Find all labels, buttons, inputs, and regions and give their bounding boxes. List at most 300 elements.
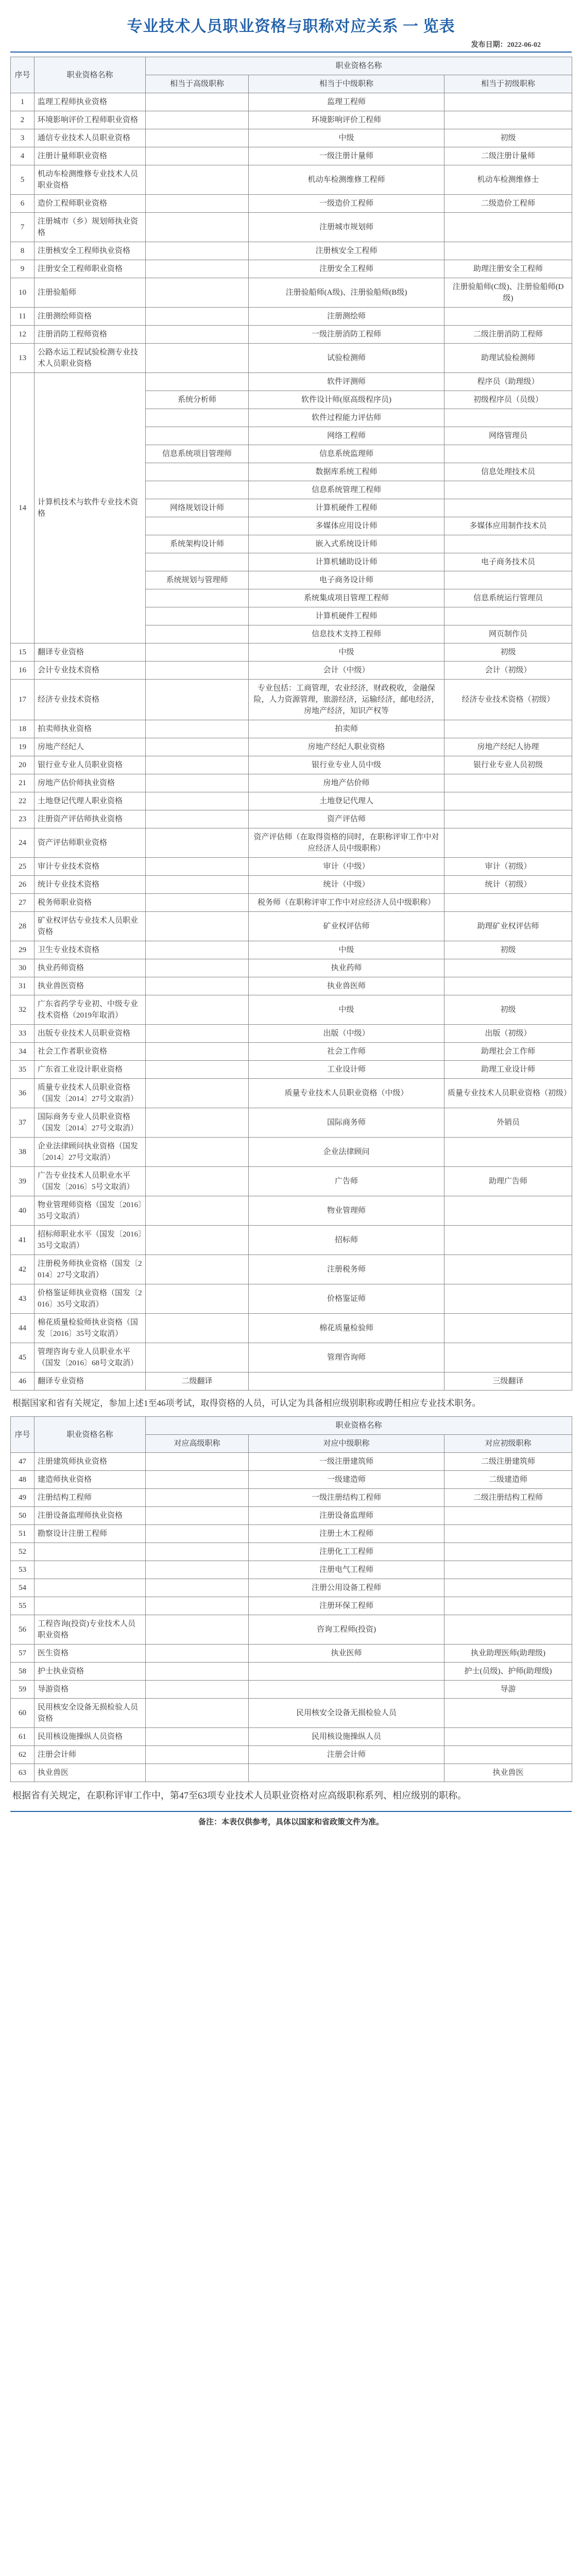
row-no: 37 — [11, 1108, 35, 1138]
mid-title: 银行业专业人员中级 — [249, 756, 444, 774]
row-no: 14 — [11, 373, 35, 643]
qualification-name: 民用核设施操纵人员资格 — [35, 1728, 146, 1746]
qualification-name: 注册设备监理师执业资格 — [35, 1507, 146, 1525]
qualification-name — [35, 1597, 146, 1615]
senior-title — [146, 792, 249, 810]
row-no: 56 — [11, 1615, 35, 1645]
mid-title: 招标师 — [249, 1226, 444, 1255]
row-no: 38 — [11, 1138, 35, 1167]
senior-title — [146, 463, 249, 481]
table-row — [11, 1597, 572, 1615]
senior-title — [146, 195, 249, 213]
senior-title: 网络规划设计师 — [146, 499, 249, 517]
table-row — [11, 373, 572, 391]
mid-title: 计算机辅助设计师 — [249, 553, 444, 571]
mid-title: 一级造价工程师 — [249, 195, 444, 213]
qualification-name: 卫生专业技术资格 — [35, 941, 146, 959]
mid-title: 注册环保工程师 — [249, 1597, 444, 1615]
row-no: 10 — [11, 278, 35, 308]
senior-title — [146, 756, 249, 774]
junior-title: 出版（初级） — [444, 1025, 572, 1043]
mid-title: 中级 — [249, 129, 444, 147]
senior-title — [146, 1453, 249, 1471]
qualification-name: 拍卖师执业资格 — [35, 720, 146, 738]
qualification-name: 通信专业技术人员职业资格 — [35, 129, 146, 147]
junior-title — [444, 213, 572, 242]
mid-title: 管理咨询师 — [249, 1343, 444, 1372]
table-row — [11, 720, 572, 738]
table-row — [11, 1489, 572, 1507]
junior-title: 信息处理技术员 — [444, 463, 572, 481]
senior-title — [146, 1471, 249, 1489]
senior-title — [146, 427, 249, 445]
row-no: 57 — [11, 1645, 35, 1663]
qualification-name: 注册安全工程师职业资格 — [35, 260, 146, 278]
senior-title — [146, 662, 249, 680]
junior-title — [444, 828, 572, 858]
row-no: 61 — [11, 1728, 35, 1746]
junior-title — [444, 1728, 572, 1746]
senior-title — [146, 1226, 249, 1255]
table-row — [11, 1525, 572, 1543]
junior-title — [444, 308, 572, 326]
qualification-name: 质量专业技术人员职业资格（国发〔2014〕27号文取消） — [35, 1079, 146, 1108]
qualification-name: 造价工程师职业资格 — [35, 195, 146, 213]
mid-title: 资产评估师 — [249, 810, 444, 828]
mid-title: 一级注册结构工程师 — [249, 1489, 444, 1507]
senior-title — [146, 1061, 249, 1079]
junior-title — [444, 571, 572, 589]
mid-title: 社会工作师 — [249, 1043, 444, 1061]
qualification-name: 公路水运工程试验检测专业技术人员职业资格 — [35, 344, 146, 373]
mid-title: 数据库系统工程师 — [249, 463, 444, 481]
mid-title: 会计（中级） — [249, 662, 444, 680]
mid-title: 注册税务师 — [249, 1255, 444, 1284]
mid-title: 企业法律顾问 — [249, 1138, 444, 1167]
row-no: 12 — [11, 326, 35, 344]
junior-title: 初级 — [444, 643, 572, 662]
header2-name: 职业资格名称 — [35, 1417, 146, 1453]
junior-title: 二级注册结构工程师 — [444, 1489, 572, 1507]
header-no: 序号 — [11, 57, 35, 93]
junior-title — [444, 499, 572, 517]
mid-title: 一级注册消防工程师 — [249, 326, 444, 344]
qualification-name: 招标师职业水平（国发〔2016〕35号文取消） — [35, 1226, 146, 1255]
mid-title: 一级注册计量师 — [249, 147, 444, 165]
note-1: 根据国家和省有关规定，参加上述1至46项考试，取得资格的人员，可认定为具备相应级别职称或聘任相应专业技术职务。 — [12, 1398, 481, 1408]
table-row — [11, 1314, 572, 1343]
junior-title — [444, 93, 572, 111]
row-no: 24 — [11, 828, 35, 858]
senior-title — [146, 720, 249, 738]
mid-title: 工业设计师 — [249, 1061, 444, 1079]
junior-title — [444, 1579, 572, 1597]
table-row — [11, 1284, 572, 1314]
senior-title — [146, 1699, 249, 1728]
junior-title — [444, 445, 572, 463]
table2-body — [11, 1453, 572, 1782]
junior-title: 质量专业技术人员职业资格（初级） — [444, 1079, 572, 1108]
row-no: 50 — [11, 1507, 35, 1525]
senior-title — [146, 858, 249, 876]
qualification-name: 监理工程师执业资格 — [35, 93, 146, 111]
qualification-name: 社会工作者职业资格 — [35, 1043, 146, 1061]
senior-title — [146, 409, 249, 427]
senior-title — [146, 774, 249, 792]
qualification-name: 棉花质量检验师执业资格（国发〔2016〕35号文取消） — [35, 1314, 146, 1343]
junior-title — [444, 1284, 572, 1314]
senior-title — [146, 308, 249, 326]
row-no: 55 — [11, 1597, 35, 1615]
mid-title — [249, 1663, 444, 1681]
junior-title: 助理试验检测师 — [444, 344, 572, 373]
senior-title — [146, 1579, 249, 1597]
row-no: 22 — [11, 792, 35, 810]
qualification-name: 价格鉴证师执业资格（国发〔2016〕35号文取消） — [35, 1284, 146, 1314]
junior-title: 助理矿业权评估师 — [444, 912, 572, 941]
junior-title — [444, 959, 572, 977]
senior-title — [146, 977, 249, 995]
row-no: 41 — [11, 1226, 35, 1255]
mid-title: 软件评测师 — [249, 373, 444, 391]
mid-title: 电子商务设计师 — [249, 571, 444, 589]
header-senior: 相当于高级职称 — [146, 75, 249, 93]
row-no: 2 — [11, 111, 35, 129]
junior-title — [444, 111, 572, 129]
mid-title: 一级注册建筑师 — [249, 1453, 444, 1471]
row-no: 18 — [11, 720, 35, 738]
table-row — [11, 977, 572, 995]
senior-title — [146, 1196, 249, 1226]
senior-title — [146, 625, 249, 643]
header2-junior: 对应初级职称 — [444, 1435, 572, 1453]
row-no: 63 — [11, 1764, 35, 1782]
release-date: 发布日期：2022-06-02 — [471, 41, 541, 49]
table-row — [11, 1196, 572, 1226]
table-row — [11, 111, 572, 129]
header2-mid: 对应中级职称 — [249, 1435, 444, 1453]
junior-title: 二级注册计量师 — [444, 147, 572, 165]
row-no: 6 — [11, 195, 35, 213]
row-no: 9 — [11, 260, 35, 278]
qualification-name: 房地产经纪人 — [35, 738, 146, 756]
senior-title — [146, 1764, 249, 1782]
table-row — [11, 1226, 572, 1255]
senior-title — [146, 1079, 249, 1108]
table-row — [11, 1663, 572, 1681]
junior-title — [444, 535, 572, 553]
senior-title — [146, 1138, 249, 1167]
qualification-name: 注册建筑师执业资格 — [35, 1453, 146, 1471]
senior-title — [146, 517, 249, 535]
remark: 备注：本表仅供参考，具体以国家和省政策文件为准。 — [198, 1818, 384, 1826]
row-no: 8 — [11, 242, 35, 260]
table-row — [11, 344, 572, 373]
table-row — [11, 662, 572, 680]
mid-title: 环境影响评价工程师 — [249, 111, 444, 129]
row-no: 53 — [11, 1561, 35, 1579]
row-no: 54 — [11, 1579, 35, 1597]
table-row — [11, 1507, 572, 1525]
qualification-name: 审计专业技术资格 — [35, 858, 146, 876]
table1-header-row — [11, 57, 572, 75]
senior-title: 系统分析师 — [146, 391, 249, 409]
senior-title — [146, 260, 249, 278]
row-no: 23 — [11, 810, 35, 828]
table-row — [11, 858, 572, 876]
table-row — [11, 308, 572, 326]
qualification-name: 广告专业技术人员职业水平（国发〔2016〕5号文取消） — [35, 1167, 146, 1196]
senior-title — [146, 93, 249, 111]
row-no: 36 — [11, 1079, 35, 1108]
row-no: 7 — [11, 213, 35, 242]
junior-title — [444, 720, 572, 738]
mid-title: 审计（中级） — [249, 858, 444, 876]
row-no: 44 — [11, 1314, 35, 1343]
qualification-name: 医生资格 — [35, 1645, 146, 1663]
row-no: 20 — [11, 756, 35, 774]
table-row — [11, 1138, 572, 1167]
junior-title: 网页制作员 — [444, 625, 572, 643]
qualification-name — [35, 1579, 146, 1597]
row-no: 48 — [11, 1471, 35, 1489]
qualification-name: 民用核安全设备无损检验人员资格 — [35, 1699, 146, 1728]
row-no: 3 — [11, 129, 35, 147]
junior-title — [444, 242, 572, 260]
senior-title — [146, 1043, 249, 1061]
mid-title: 棉花质量检验师 — [249, 1314, 444, 1343]
junior-title: 注册验船师(C级)、注册验船师(D级) — [444, 278, 572, 308]
junior-title: 初级程序员（员级） — [444, 391, 572, 409]
junior-title: 信息系统运行管理员 — [444, 589, 572, 607]
senior-title — [146, 959, 249, 977]
mid-title: 计算机硬件工程师 — [249, 607, 444, 625]
qualification-table-1 — [10, 57, 572, 1391]
senior-title — [146, 607, 249, 625]
table-row — [11, 1108, 572, 1138]
row-no: 30 — [11, 959, 35, 977]
table2-header-row — [11, 1417, 572, 1435]
table-row — [11, 93, 572, 111]
table-row — [11, 828, 572, 858]
junior-title: 会计（初级） — [444, 662, 572, 680]
header-junior: 相当于初级职称 — [444, 75, 572, 93]
mid-title: 咨询工程师(投资) — [249, 1615, 444, 1645]
qualification-name: 税务师职业资格 — [35, 894, 146, 912]
table-row — [11, 1167, 572, 1196]
qualification-name — [35, 1543, 146, 1561]
row-no: 13 — [11, 344, 35, 373]
qualification-name: 广东省工业设计职业资格 — [35, 1061, 146, 1079]
junior-title: 初级 — [444, 129, 572, 147]
junior-title — [444, 774, 572, 792]
table-row — [11, 1681, 572, 1699]
mid-title: 一级建造师 — [249, 1471, 444, 1489]
row-no: 27 — [11, 894, 35, 912]
qualification-name: 注册消防工程师资格 — [35, 326, 146, 344]
senior-title — [146, 810, 249, 828]
junior-title: 初级 — [444, 995, 572, 1025]
junior-title — [444, 1561, 572, 1579]
junior-title — [444, 1226, 572, 1255]
table-row — [11, 1343, 572, 1372]
table-row — [11, 1561, 572, 1579]
table-row — [11, 242, 572, 260]
junior-title: 执业兽医 — [444, 1764, 572, 1782]
mid-title: 信息技术支持工程师 — [249, 625, 444, 643]
row-no: 15 — [11, 643, 35, 662]
senior-title — [146, 213, 249, 242]
table-row — [11, 195, 572, 213]
qualification-name: 注册城市（乡）规划师执业资格 — [35, 213, 146, 242]
junior-title — [444, 1615, 572, 1645]
note-2: 根据省有关规定，在职称评审工作中，第47至63项专业技术人员职业资格对应高级职称系列、相应级别的职称。 — [12, 1790, 467, 1801]
mid-title: 税务师（在职称评审工作中对应经济人员中级职称） — [249, 894, 444, 912]
document-page — [10, 0, 572, 1843]
table-row — [11, 1255, 572, 1284]
junior-title: 银行业专业人员初级 — [444, 756, 572, 774]
table-row — [11, 643, 572, 662]
senior-title — [146, 1597, 249, 1615]
mid-title: 房地产估价师 — [249, 774, 444, 792]
mid-title: 矿业权评估师 — [249, 912, 444, 941]
qualification-name: 出版专业技术人员职业资格 — [35, 1025, 146, 1043]
junior-title: 外销员 — [444, 1108, 572, 1138]
row-no: 25 — [11, 858, 35, 876]
qualification-name: 护士执业资格 — [35, 1663, 146, 1681]
junior-title: 房地产经纪人协理 — [444, 738, 572, 756]
junior-title: 初级 — [444, 941, 572, 959]
row-no: 45 — [11, 1343, 35, 1372]
qualification-name — [35, 1561, 146, 1579]
qualification-name: 注册计量师职业资格 — [35, 147, 146, 165]
junior-title: 三级翻译 — [444, 1372, 572, 1391]
table-row — [11, 1025, 572, 1043]
senior-title — [146, 1167, 249, 1196]
table-row — [11, 1079, 572, 1108]
senior-title — [146, 589, 249, 607]
mid-title: 试验检测师 — [249, 344, 444, 373]
mid-title: 机动车检测维修工程师 — [249, 165, 444, 195]
table-row — [11, 1543, 572, 1561]
mid-title: 多媒体应用设计师 — [249, 517, 444, 535]
qualification-name: 计算机技术与软件专业技术资格 — [35, 373, 146, 643]
mid-title: 注册核安全工程师 — [249, 242, 444, 260]
row-no: 28 — [11, 912, 35, 941]
qualification-name: 注册核安全工程师执业资格 — [35, 242, 146, 260]
qualification-name: 房地产估价师执业资格 — [35, 774, 146, 792]
row-no: 19 — [11, 738, 35, 756]
senior-title — [146, 1543, 249, 1561]
mid-title: 注册测绘师 — [249, 308, 444, 326]
table-row — [11, 278, 572, 308]
mid-title: 广告师 — [249, 1167, 444, 1196]
junior-title — [444, 1196, 572, 1226]
mid-title: 信息系统监理师 — [249, 445, 444, 463]
mid-title: 土地登记代理人 — [249, 792, 444, 810]
table-row — [11, 1061, 572, 1079]
mid-title: 注册设备监理师 — [249, 1507, 444, 1525]
senior-title — [146, 995, 249, 1025]
mid-title: 中级 — [249, 941, 444, 959]
table-row — [11, 326, 572, 344]
junior-title — [444, 1138, 572, 1167]
qualification-name: 统计专业技术资格 — [35, 876, 146, 894]
header2-senior: 对应高级职称 — [146, 1435, 249, 1453]
row-no: 17 — [11, 680, 35, 720]
table-row — [11, 959, 572, 977]
junior-title — [444, 810, 572, 828]
junior-title — [444, 894, 572, 912]
junior-title: 机动车检测维修士 — [444, 165, 572, 195]
table-row — [11, 147, 572, 165]
senior-title — [146, 147, 249, 165]
senior-title — [146, 912, 249, 941]
qualification-name: 注册验船师 — [35, 278, 146, 308]
junior-title: 网络管理员 — [444, 427, 572, 445]
junior-title — [444, 1343, 572, 1372]
mid-title: 注册化工工程师 — [249, 1543, 444, 1561]
mid-title: 资产评估师（在取得资格的同时，在职称评审工作中对应经济人员中级职称） — [249, 828, 444, 858]
senior-title — [146, 1489, 249, 1507]
qualification-name: 资产评估师职业资格 — [35, 828, 146, 858]
senior-title — [146, 894, 249, 912]
table-row — [11, 1615, 572, 1645]
mid-title: 民用核设施操纵人员 — [249, 1728, 444, 1746]
mid-title: 软件过程能力评估师 — [249, 409, 444, 427]
mid-title: 物业管理师 — [249, 1196, 444, 1226]
qualification-name: 经济专业技术资格 — [35, 680, 146, 720]
qualification-name: 注册资产评估师执业资格 — [35, 810, 146, 828]
page-title: 专业技术人员职业资格与职称对应关系 一 览表 — [127, 18, 455, 35]
mid-title: 中级 — [249, 995, 444, 1025]
row-no: 42 — [11, 1255, 35, 1284]
mid-title: 监理工程师 — [249, 93, 444, 111]
senior-title — [146, 1728, 249, 1746]
mid-title: 系统集成项目管理工程师 — [249, 589, 444, 607]
mid-title: 注册会计师 — [249, 1746, 444, 1764]
qualification-name: 企业法律顾问执业资格（国发〔2014〕27号文取消） — [35, 1138, 146, 1167]
header-name: 职业资格名称 — [35, 57, 146, 93]
senior-title — [146, 1681, 249, 1699]
qualification-name: 广东省药学专业初、中级专业技术资格（2019年取消） — [35, 995, 146, 1025]
row-no: 47 — [11, 1453, 35, 1471]
row-no: 16 — [11, 662, 35, 680]
senior-title — [146, 1108, 249, 1138]
junior-title — [444, 792, 572, 810]
table-row — [11, 738, 572, 756]
senior-title: 系统架构设计师 — [146, 535, 249, 553]
qualification-name: 矿业权评估专业技术人员职业资格 — [35, 912, 146, 941]
mid-title: 专业包括：工商管理，农业经济，财政税收，金融保险，人力资源管理，旅游经济，运输经济，邮电经济，房地产经济，知识产权等 — [249, 680, 444, 720]
junior-title — [444, 1255, 572, 1284]
row-no: 58 — [11, 1663, 35, 1681]
junior-title: 统计（初级） — [444, 876, 572, 894]
senior-title — [146, 373, 249, 391]
junior-title: 二级注册建筑师 — [444, 1453, 572, 1471]
qualification-table-2 — [10, 1416, 572, 1782]
title-divider — [10, 52, 572, 53]
senior-title — [146, 828, 249, 858]
mid-title: 统计（中级） — [249, 876, 444, 894]
table-row — [11, 129, 572, 147]
mid-title: 房地产经纪人职业资格 — [249, 738, 444, 756]
junior-title: 执业助理医师(助理级) — [444, 1645, 572, 1663]
table-row — [11, 680, 572, 720]
qualification-name: 物业管理师资格（国发〔2016〕35号文取消） — [35, 1196, 146, 1226]
mid-title: 拍卖师 — [249, 720, 444, 738]
mid-title: 质量专业技术人员职业资格（中级） — [249, 1079, 444, 1108]
